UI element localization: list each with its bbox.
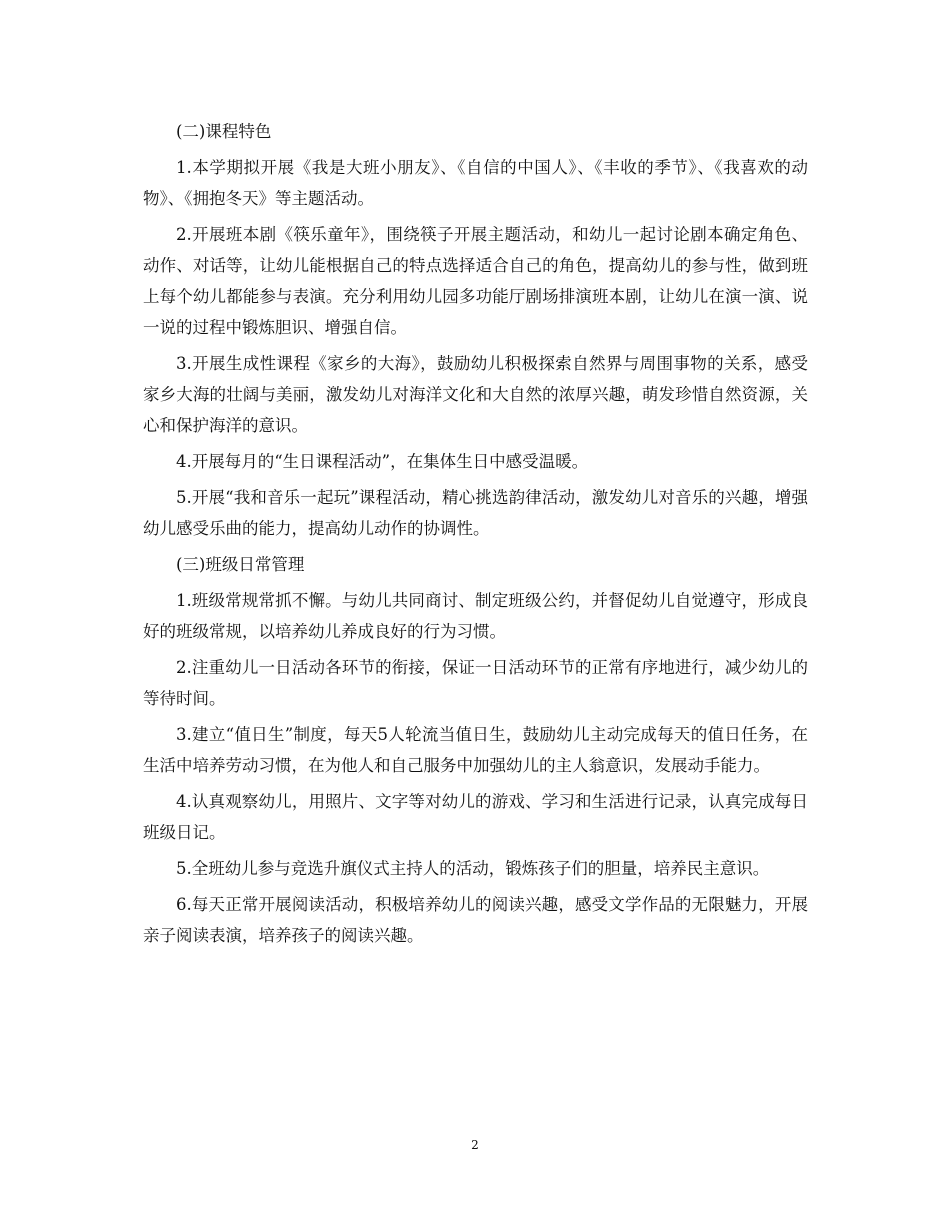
paragraph: 2.开展班本剧《筷乐童年》，围绕筷子开展主题活动，和幼儿一起讨论剧本确定角色、动作、对话等，让幼儿能根据自己的特点选择适合自己的角色，提高幼儿的参与性，做到班上每个幼儿都能参与表演。充分利用幼儿园多功能厅剧场排演班本剧，让幼儿在演一演、说一说的过程中锻炼胆识、增强自信。 <box>143 225 808 337</box>
paragraph: 3.开展生成性课程《家乡的大海》，鼓励幼儿积极探索自然界与周围事物的关系，感受家乡大海的壮阔与美丽，激发幼儿对海洋文化和大自然的浓厚兴趣，萌发珍惜自然资源，关心和保护海洋的意识。 <box>143 354 808 435</box>
paragraph: 3.建立“值日生”制度，每天5人轮流当值日生，鼓励幼儿主动完成每天的值日任务，在生活中培养劳动习惯，在为他人和自己服务中加强幼儿的主人翁意识，发展动手能力。 <box>143 725 808 775</box>
paragraph: 1.本学期拟开展《我是大班小朋友》、《自信的中国人》、《丰收的季节》、《我喜欢的动物》、《拥抱冬天》等主题活动。 <box>143 158 808 208</box>
paragraph: 1.班级常规常抓不懈。与幼儿共同商讨、制定班级公约，并督促幼儿自觉遵守，形成良好的班级常规，以培养幼儿养成良好的行为习惯。 <box>143 591 808 641</box>
paragraph: 4.认真观察幼儿，用照片、文字等对幼儿的游戏、学习和生活进行记录，认真完成每日班级日记。 <box>143 792 808 842</box>
document-body <box>143 116 808 956</box>
paragraph: 6.每天正常开展阅读活动，积极培养幼儿的阅读兴趣，感受文学作品的无限魅力，开展亲子阅读表演，培养孩子的阅读兴趣。 <box>143 895 808 945</box>
page-number: 2 <box>471 1138 479 1152</box>
paragraph: 4.开展每月的“生日课程活动”，在集体生日中感受温暖。 <box>176 452 589 471</box>
section-heading-curriculum: (二)课程特色 <box>176 122 272 141</box>
paragraph: 5.开展“我和音乐一起玩”课程活动，精心挑选韵律活动，激发幼儿对音乐的兴趣，增强幼儿感受乐曲的能力，提高幼儿动作的协调性。 <box>143 488 808 538</box>
paragraph: 2.注重幼儿一日活动各环节的衔接，保证一日活动环节的正常有序地进行，减少幼儿的等待时间。 <box>143 658 808 708</box>
section-heading-class-management: (三)班级日常管理 <box>176 555 305 574</box>
paragraph: 5.全班幼儿参与竞选升旗仪式主持人的活动，锻炼孩子们的胆量，培养民主意识。 <box>176 859 770 878</box>
